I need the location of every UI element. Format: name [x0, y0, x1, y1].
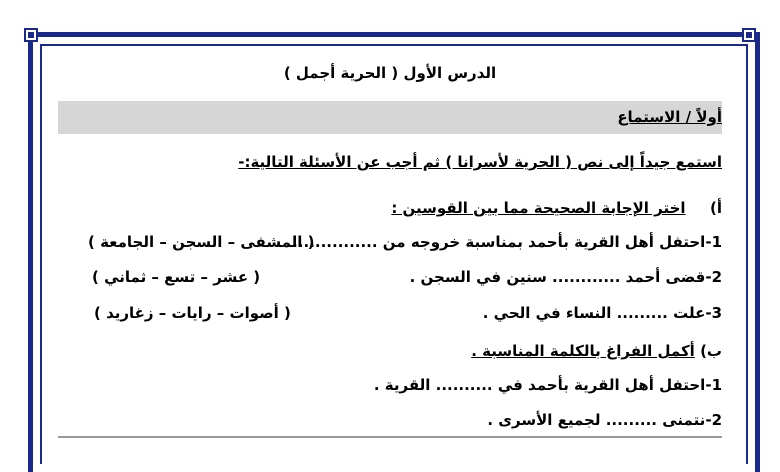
- item-text: قضى أحمد ............ سنين في السجن .: [409, 268, 706, 286]
- border-corner-dot-top-right: [746, 32, 752, 38]
- item-text: احتفل أهل القرية بأحمد بمناسبة خروجه من ...............: [292, 233, 706, 251]
- part-a-heading: اختر الإجابة الصحيحة مما بين القوسين :: [391, 199, 686, 217]
- part-b-item-1: [374, 376, 722, 394]
- instruction-text: استمع جيداً إلى نص ( الحرية لأسرانا ) ثم أجب عن الأسئلة التالية:-: [238, 153, 722, 171]
- item-text: نتمنى ......... لجميع الأسرى .: [487, 411, 706, 429]
- part-b-heading: أكمل الفراغ بالكلمة المناسبة .: [471, 342, 695, 360]
- item-number: 1-: [705, 233, 722, 251]
- lesson-title: الدرس الأول ( الحرية أجمل ): [283, 64, 497, 82]
- part-a-item-2-choices: ( عشر – تسع – ثماني ): [92, 268, 261, 286]
- item-text: احتفل أهل القرية بأحمد في .......... القرية .: [373, 376, 706, 394]
- part-a-item-3-choices: ( أصوات – رايات – زغاريد ): [94, 304, 291, 322]
- item-number: 2-: [705, 268, 722, 286]
- part-a-item-1-choices: ( المشفى – السجن – الجامعة ): [88, 233, 315, 251]
- section-header: أولاً / الاستماع: [617, 108, 722, 126]
- bottom-divider: [58, 436, 722, 438]
- part-b-heading-line: [471, 342, 722, 360]
- part-a-heading-line: [391, 199, 722, 217]
- border-corner-dot-top-left: [28, 32, 34, 38]
- part-a-item-2: [410, 268, 722, 286]
- part-a-item-1: [292, 233, 722, 251]
- item-number: 1-: [705, 376, 722, 394]
- item-number: 2-: [705, 411, 722, 429]
- part-b-item-2: [487, 411, 722, 429]
- part-a-item-3: [483, 304, 722, 322]
- part-b-marker: ب): [700, 342, 722, 360]
- item-number: 3-: [705, 304, 722, 322]
- item-text: علت ......... النساء في الحي .: [482, 304, 706, 322]
- part-a-marker: أ): [710, 199, 722, 217]
